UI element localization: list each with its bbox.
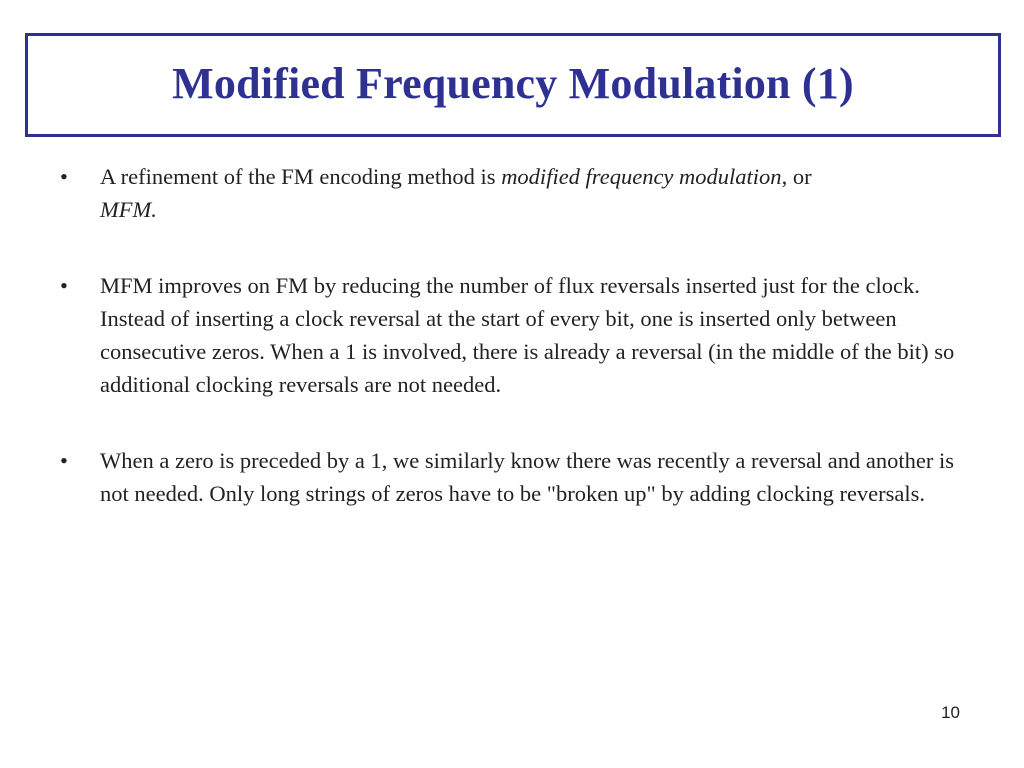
bullet-glyph: • [60,448,68,473]
bullet-1-text-middle: , or [781,164,812,189]
bullet-item-1 [60,160,965,226]
slide-title: Modified Frequency Modulation (1) [172,58,854,108]
page-number: 10 [941,703,960,722]
bullet-1-emphasis-2: MFM. [100,197,157,222]
bullet-glyph: • [60,273,68,298]
bullet-list [60,160,965,553]
bullet-3-text: When a zero is preceded by a 1, we similarly know there was recently a reversal and another is not needed. Only long strings of zeros have to be "broken up" by adding clocking reversals. [100,448,955,506]
bullet-2-text: MFM improves on FM by reducing the number of flux reversals inserted just for the clock. Instead of inserting a clock reversal at the start of every bit, one is inserted only between consecutive zeros. When a 1 is involved, there is already a reversal (in the middle of the bit) so additional clocking reversals are not needed. [100,273,955,397]
bullet-item-2 [60,269,965,401]
bullet-1-text-before: A refinement of the FM encoding method is [100,164,502,189]
slide-title-frame [25,33,1001,137]
bullet-item-3 [60,444,965,510]
bullet-1-emphasis: modified frequency modulation [501,164,782,189]
bullet-glyph: • [60,164,68,189]
